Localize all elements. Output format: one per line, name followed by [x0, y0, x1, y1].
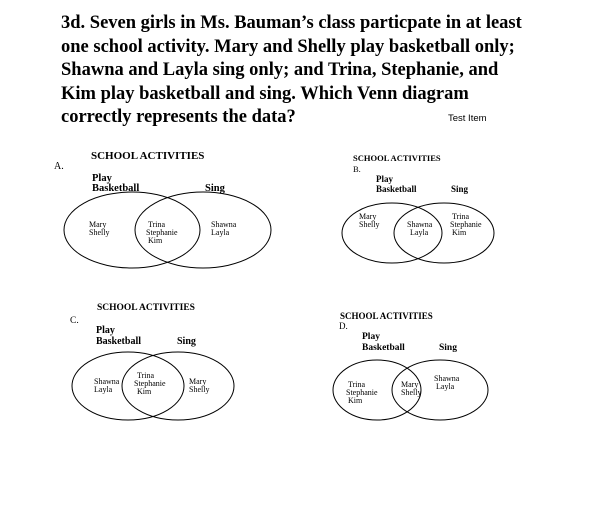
name-both: Stephanie [146, 228, 178, 237]
name-both: Mary [401, 380, 419, 389]
name-right: Layla [211, 228, 230, 237]
set-label-left: Basketball [92, 183, 140, 194]
question-line: one school activity. Mary and Shelly play basketball only; [61, 36, 515, 57]
question-line: Shawna and Layla sing only; and Trina, Stephanie, and [61, 60, 499, 80]
name-both: Layla [410, 228, 429, 237]
circle-basketball [72, 352, 184, 420]
set-label-left: Play [92, 173, 112, 184]
venn-option-c[interactable] [62, 296, 242, 441]
test-item-label: Test Item [448, 113, 487, 124]
name-right: Shelly [189, 385, 210, 394]
circle-basketball [64, 192, 200, 268]
name-right: Shawna [434, 374, 460, 383]
venn-option-d[interactable] [330, 304, 500, 429]
set-label-right: Sing [205, 183, 225, 194]
option-letter: B. [353, 164, 361, 174]
name-left: Shelly [359, 220, 380, 229]
circle-sing [394, 203, 494, 263]
venn-option-b[interactable] [340, 150, 500, 270]
name-left: Mary [89, 220, 107, 229]
question-line: correctly represents the data? [61, 107, 296, 127]
name-both: Kim [137, 387, 152, 396]
name-right: Shawna [211, 220, 237, 229]
name-left: Shawna [94, 377, 120, 386]
name-both: Shawna [407, 220, 433, 229]
set-label-left: Basketball [96, 336, 142, 347]
name-right: Stephanie [450, 220, 482, 229]
name-right: Layla [436, 382, 455, 391]
name-left: Mary [359, 212, 377, 221]
question-text [61, 12, 581, 130]
option-letter: D. [339, 321, 348, 331]
name-both: Trina [148, 220, 166, 229]
set-label-left: Basketball [376, 184, 417, 194]
name-left: Layla [94, 385, 113, 394]
name-both: Trina [137, 371, 155, 380]
diagram-header: SCHOOL ACTIVITIES [353, 153, 441, 163]
diagram-header: SCHOOL ACTIVITIES [97, 303, 195, 313]
diagram-header: SCHOOL ACTIVITIES [91, 150, 205, 162]
question-line: Kim play basketball and sing. Which Venn diagram [61, 83, 469, 104]
option-letter: A. [54, 161, 64, 172]
set-label-right: Sing [451, 184, 469, 194]
name-both: Kim [148, 236, 163, 245]
name-left: Trina [348, 380, 366, 389]
diagram-header: SCHOOL ACTIVITIES [340, 311, 433, 321]
set-label-right: Sing [439, 343, 457, 353]
name-right: Kim [452, 228, 467, 237]
name-left: Stephanie [346, 388, 378, 397]
name-both: Shelly [401, 388, 422, 397]
set-label-left: Basketball [362, 343, 405, 353]
set-label-left: Play [362, 332, 380, 342]
name-left: Shelly [89, 228, 110, 237]
name-right: Mary [189, 377, 207, 386]
set-label-left: Play [96, 325, 115, 336]
name-both: Stephanie [134, 379, 166, 388]
question-line: 3d. Seven girls in Ms. Bauman’s class particpate in at least [61, 13, 522, 33]
set-label-right: Sing [177, 336, 196, 347]
name-right: Trina [452, 212, 470, 221]
set-label-left: Play [376, 174, 393, 184]
option-letter: C. [70, 316, 79, 326]
name-left: Kim [348, 396, 363, 405]
venn-option-a[interactable] [48, 146, 288, 276]
